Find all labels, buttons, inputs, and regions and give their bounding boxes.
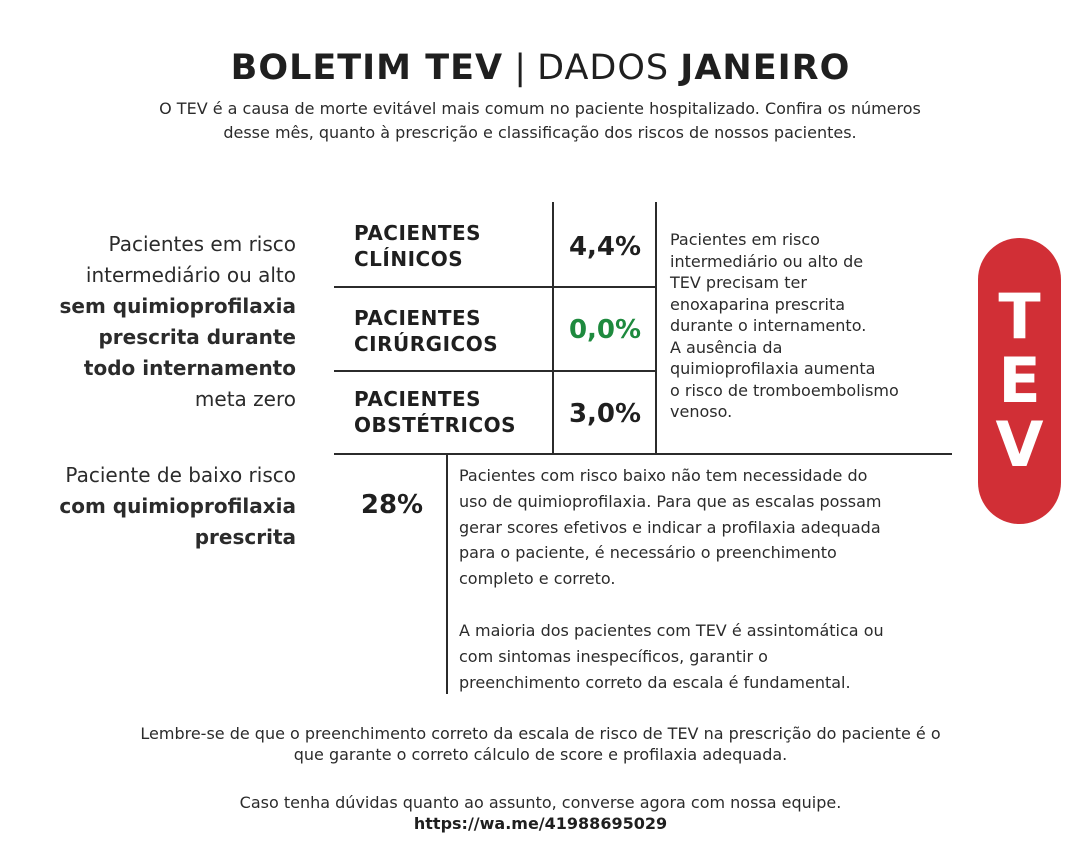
category-obstetricos [354, 386, 549, 438]
low-risk-label-line: com quimioprofilaxia [59, 494, 296, 518]
low-risk-label [0, 460, 296, 553]
category-cirurgicos [354, 305, 549, 357]
note-line: para o paciente, é necessário o preenchimento [459, 543, 837, 563]
tev-badge-letter: T [998, 280, 1041, 353]
table-divider-vertical [446, 454, 448, 694]
tev-badge-letter: E [998, 344, 1041, 417]
high-risk-label-line: todo internamento [83, 356, 296, 380]
page-title [0, 46, 1081, 90]
note-line: preenchimento correto da escala é fundamental. [459, 672, 851, 692]
title-month: JANEIRO [680, 48, 851, 88]
note-line: Pacientes em risco [670, 230, 820, 249]
note-line: Pacientes com risco baixo não tem necessidade do [459, 466, 868, 485]
tev-badge [978, 238, 1061, 524]
category-line: PACIENTES [354, 221, 482, 245]
note-line: com sintomas inespecíficos, garantir o [459, 646, 768, 666]
title-dados: DADOS [537, 48, 670, 88]
page-subtitle: O TEV é a causa de morte evitável mais comum no paciente hospitalizado. Confira os números desse mês, quanto à prescrição e classificação dos riscos de nossos pacientes. [159, 99, 921, 142]
note-line: completo e correto. [459, 569, 616, 589]
title-separator: | [514, 48, 527, 88]
category-line: CIRÚRGICOS [354, 332, 499, 356]
note-line: gerar scores efetivos e indicar a profilaxia adequada [459, 517, 881, 537]
note-line: venoso. [670, 402, 733, 421]
category-line: PACIENTES [354, 387, 482, 411]
note-line: A ausência da [670, 337, 783, 357]
high-risk-label-line: prescrita durante [98, 325, 296, 349]
note-line: uso de quimioprofilaxia. Para que as escalas possam [459, 491, 882, 511]
value-cirurgicos: 0,0% [568, 315, 642, 345]
paragraph-gap [459, 592, 959, 618]
note-line: intermediário ou alto de [670, 251, 864, 271]
table-divider-vertical [655, 202, 657, 454]
footer-line: que garante o correto cálculo de score e profilaxia adequada. [293, 745, 788, 764]
note-line: durante o internamento. [670, 316, 867, 335]
footer-reminder [0, 723, 1081, 765]
value-clinicos: 4,4% [568, 232, 642, 262]
note-line: TEV precisam ter [670, 273, 807, 292]
note-line: A maioria dos pacientes com TEV é assintomática ou [459, 620, 884, 640]
high-risk-label [0, 229, 296, 415]
high-risk-label-line: meta zero [194, 387, 296, 411]
category-clinicos [354, 220, 549, 272]
high-risk-label-line: sem quimioprofilaxia [59, 294, 296, 318]
footer-line: Caso tenha dúvidas quanto ao assunto, converse agora com nossa equipe. [239, 793, 842, 812]
category-line: OBSTÉTRICOS [354, 413, 517, 437]
value-low-risk: 28% [360, 490, 424, 520]
low-risk-label-line: prescrita [194, 525, 296, 549]
low-risk-label-line: Paciente de baixo risco [65, 463, 296, 487]
tev-badge-letter: V [995, 408, 1044, 481]
table-divider-horizontal [334, 370, 656, 372]
whatsapp-link[interactable]: https://wa.me/41988695029 [413, 814, 668, 833]
high-risk-note [670, 229, 960, 423]
high-risk-label-line: intermediário ou alto [85, 263, 296, 287]
low-risk-note [459, 463, 959, 695]
category-line: CLÍNICOS [354, 247, 464, 271]
table-divider-vertical [552, 202, 554, 454]
note-line: quimioprofilaxia aumenta [670, 359, 876, 378]
table-divider-horizontal [334, 453, 952, 455]
category-line: PACIENTES [354, 306, 482, 330]
footer-contact [0, 792, 1081, 834]
note-line: o risco de tromboembolismo [670, 380, 899, 400]
high-risk-label-line: Pacientes em risco [108, 232, 296, 256]
value-obstetricos: 3,0% [568, 399, 642, 429]
footer-line: Lembre-se de que o preenchimento correto da escala de risco de TEV na prescrição do paciente é o [140, 724, 941, 743]
table-divider-horizontal [334, 286, 656, 288]
note-line: enoxaparina prescrita [670, 294, 846, 314]
title-boletim: BOLETIM TEV [230, 48, 504, 88]
